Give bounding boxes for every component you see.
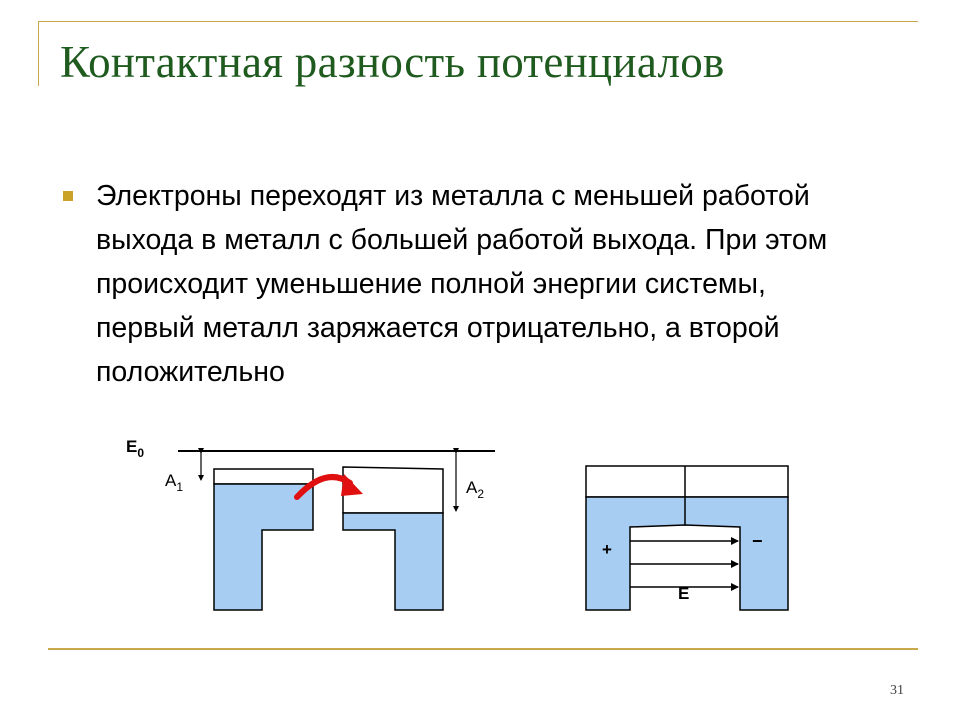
field-label: E <box>678 584 690 603</box>
metal1-empty-band <box>214 469 313 484</box>
plus-sign: + <box>602 540 612 559</box>
footer-line <box>48 648 918 650</box>
a1-label: $A_1$ <box>165 471 184 494</box>
minus-sign: − <box>752 531 763 551</box>
contact-empty-band <box>586 466 788 497</box>
bullet-text: Электроны переходят из металла с меньшей работой выхода в металл с большей работой выхода. При этом происходит уменьшение полной энергии системы, первый металл заряжается отрицательно, а второй положительно <box>96 180 828 388</box>
slide-title: Контактная разность потенциалов <box>60 37 725 87</box>
e0-label: $E_0$ <box>126 437 145 460</box>
metal2-body <box>343 513 443 610</box>
metal1-body <box>214 484 313 610</box>
page-number: 31 <box>890 683 904 698</box>
a2-label: $A_2$ <box>466 478 485 501</box>
